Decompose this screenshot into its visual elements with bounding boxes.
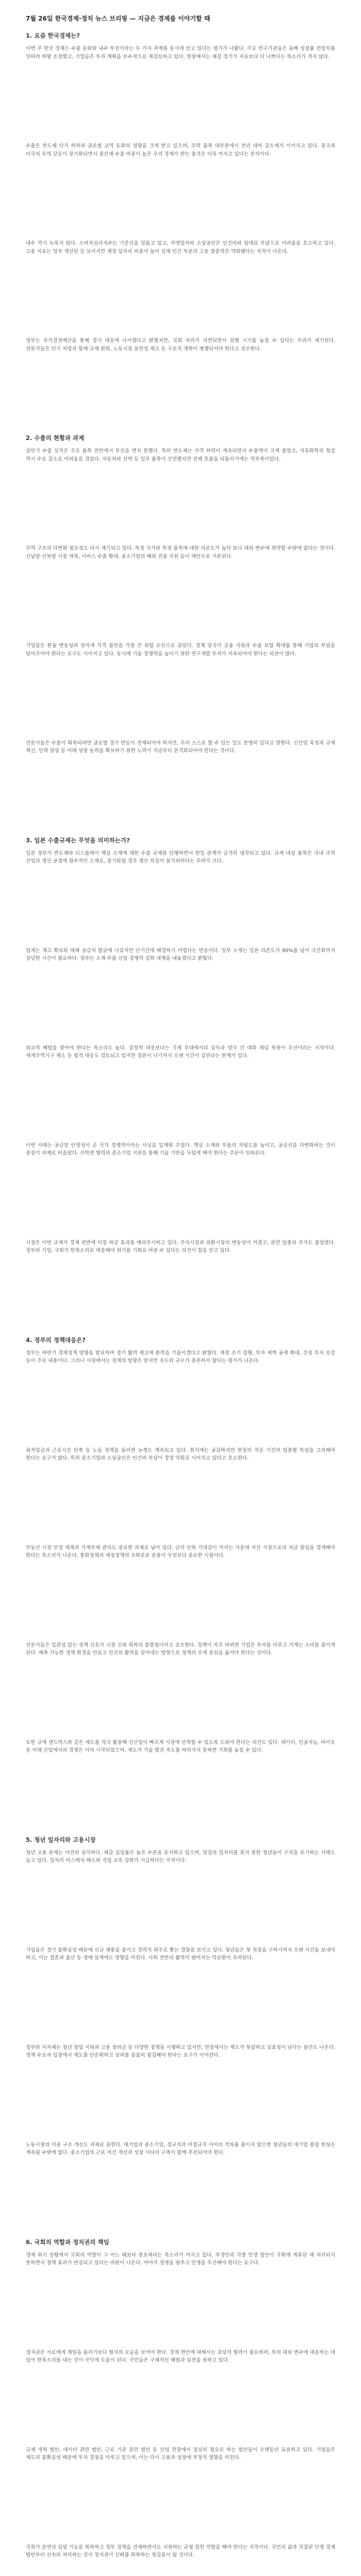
body-paragraph: 국회가 본연의 입법 기능을 회복하고 정부 정책을 견제하면서도 지원하는 균형 잡힌 역할을 해야 한다는 지적이다. 국민의 삶과 직결된 민생 경제 법안부터 신속히 처리하는 것이 정치권이 신뢰를 회복하는 첫걸음이 될 것이다. (26, 2544, 335, 2558)
section-title: 5. 청년 일자리와 고용시장 (26, 1836, 96, 1843)
body-paragraph: 정부와 지자체는 청년 창업 지원과 고용 장려금 등 다양한 정책을 시행하고 있지만, 현장에서는 제도가 복잡하고 실효성이 낮다는 불만도 나온다. 정책 수요자 입장에서 제도를 단순화하고 성과를 꼼꼼히 점검해야 한다는 요구가 이어진다. (26, 2044, 335, 2059)
body-paragraph: 업계는 재고 확보와 대체 공급처 발굴에 나섰지만 단기간에 해결하기 어렵다는 반응이다. 일부 소재는 일본 의존도가 90%를 넘어 국산화까지 상당한 시간이 필요하다. 정부는 소재·부품 산업 경쟁력 강화 대책을 내놓겠다고 밝혔다. (26, 947, 335, 962)
body-paragraph: 무역 구조의 다변화 필요성도 다시 제기되고 있다. 특정 국가와 특정 품목에 대한 의존도가 높다 보니 대외 변수에 취약할 수밖에 없다는 것이다. 신남방·신북방 시장 개척, 서비스 수출 확대, 중소기업의 해외 진출 지원 등이 대안으로 거론된다. (26, 545, 335, 560)
section-title: 3. 일본 수출규제는 무엇을 의미하는가? (26, 836, 130, 844)
body-paragraph: 전문가들은 수출이 회복되려면 글로벌 경기 반등이 전제되어야 하지만, 우리 스스로 할 수 있는 일도 분명히 있다고 말한다. 신산업 육성과 규제 혁신, 인력 양성 등 미래 성장 동력을 확보하기 위한 노력이 지금부터 본격화되어야 한다는 것이다. (26, 740, 335, 754)
section-title: 2. 수출의 현황과 과제 (26, 434, 85, 442)
body-paragraph: 부동산 시장 안정 대책과 가계부채 관리도 중요한 과제로 남아 있다. 금리 인하 기대감이 커지는 가운데 자산 시장으로의 자금 쏠림을 경계해야 한다는 목소리가 나온다. 통화정책과 재정정책의 조화로운 운용이 무엇보다 중요한 시점이다. (26, 1545, 335, 1559)
body-paragraph: 외교적 해법을 찾아야 한다는 목소리도 높다. 감정적 대응보다는 국제 무대에서의 설득과 양국 간 대화 채널 복원이 우선이라는 지적이다. 세계무역기구 제소 등 법적 대응도 검토되고 있지만 결론이 나기까지 오랜 시간이 걸린다는 한계가 있다. (26, 1045, 335, 1059)
body-paragraph: 전문가들은 일관성 있는 정책 신호가 시장 신뢰 회복의 출발점이라고 강조한다. 정책이 자주 바뀌면 기업은 투자를 미루고 가계는 소비를 줄이게 된다. 예측 가능한 정책 환경을 만들고 민간의 활력을 끌어내는 방향으로 정책의 무게 중심을 옮겨야 한다는 것이다. (26, 1642, 335, 1656)
body-paragraph: 시장은 이번 규제가 경제 전반에 미칠 파급 효과를 예의주시하고 있다. 주식시장과 외환시장의 변동성이 커졌고, 관련 업종의 주가도 출렁였다. 정부와 기업, 국회가 한목소리로 대응해야 위기를 기회로 바꿀 수 있다는 의견이 힘을 얻고 있다. (26, 1240, 335, 1254)
section-title: 1. 요즘 한국경제는? (26, 32, 80, 39)
document-headline: 7월 26일 한국경제·정치 뉴스 브리핑 — 지금은 경제를 이야기할 때 (26, 15, 210, 22)
section-title: 6. 국회의 역할과 정치권의 책임 (26, 2238, 109, 2246)
document-section (26, 1836, 335, 2157)
document-section (26, 32, 335, 353)
body-paragraph: 상반기 수출 실적은 주요 품목 전반에서 부진을 면치 못했다. 특히 반도체는 가격 하락이 계속되면서 수출액이 크게 줄었고, 석유화학과 철강 역시 수요 감소로 어려움을 겪었다. 자동차와 선박 등 일부 품목이 선전했지만 전체 흐름을 되돌리기에는 역부족이었다. (26, 448, 335, 462)
body-paragraph: 또한 규제 샌드박스와 같은 제도를 적극 활용해 신산업이 빠르게 시장에 안착할 수 있도록 도와야 한다는 의견도 있다. 데이터, 인공지능, 바이오 등 미래 산업에서의 경쟁은 이미 시작되었으며, 제도가 기술 발전 속도를 따라가지 못하면 기회를 놓칠 수 있다. (26, 1739, 335, 1754)
body-paragraph: 기업들은 경기 불확실성 때문에 신규 채용을 줄이고 경력직 위주로 뽑는 경향을 보이고 있다. 청년들은 첫 직장을 구하기까지 오랜 시간을 보내야 하고, 이는 결혼과 출산 등 생애 설계에도 영향을 미친다. 사회 전반의 활력이 떨어지는 악순환이 우려된다. (26, 1947, 335, 1961)
document-section (26, 1336, 335, 1755)
section-title: 4. 정부의 정책대응은? (26, 1336, 86, 1344)
body-paragraph: 수출은 반도체 단가 하락과 글로벌 교역 둔화의 영향을 크게 받고 있으며, 주력 품목 대부분에서 전년 대비 감소세가 이어지고 있다. 중국과 미국의 무역 갈등이 장기화되면서 중간재 수출 비중이 높은 우리 경제가 받는 충격은 더욱 커지고 있다는 분석이다. (26, 143, 335, 157)
body-paragraph: 청년 고용 문제는 여전히 심각하다. 체감 실업률은 높은 수준을 유지하고 있으며, 양질의 일자리를 찾지 못한 청년들이 구직을 포기하는 사례도 늘고 있다. 일자리 미스매치 해소와 직업 교육 강화가 시급하다는 지적이다. (26, 1850, 335, 1864)
body-paragraph: 규제 개혁 법안, 데이터 관련 법안, 근로 기준 관련 법안 등 산업 현장에서 절실히 필요로 하는 법안들이 오랫동안 표류하고 있다. 기업들은 제도의 불확실성 때문에 투자 결정을 미루고 있으며, 이는 다시 고용과 성장에 부정적 영향을 미친다. (26, 2447, 335, 2461)
document-section (26, 2239, 335, 2560)
body-paragraph: 정부는 하반기 경제정책 방향을 발표하며 경기 활력 제고에 총력을 기울이겠다고 밝혔다. 재정 조기 집행, 투자 세액 공제 확대, 건설 투자 보강 등이 주요 내용이다. 그러나 시장에서는 정책의 방향은 맞지만 속도와 규모가 충분하지 않다는 평가가 나온다. (26, 1350, 335, 1364)
body-paragraph: 이번 주 한국 경제는 수출 둔화와 내수 부진이라는 두 가지 과제를 동시에 안고 있다는 평가가 나왔다. 주요 연구기관들은 올해 성장률 전망치를 잇따라 하향 조정했고, 기업들은 투자 계획을 보수적으로 재검토하고 있다. 현장에서는 체감 경기가 지표보다 더 나쁘다는 목소리가 적지 않다. (26, 46, 335, 60)
document-section (26, 837, 335, 1255)
body-paragraph: 일본 정부가 반도체와 디스플레이 핵심 소재에 대한 수출 규제를 단행하면서 한일 관계가 급격히 냉각되고 있다. 규제 대상 품목은 국내 주력 산업의 생산 공정에 필수적인 소재로, 장기화될 경우 생산 차질이 불가피하다는 우려가 크다. (26, 850, 335, 865)
document-sections (26, 32, 335, 2576)
body-paragraph: 정부는 추가경정예산을 통해 경기 대응에 나서겠다고 밝혔지만, 국회 처리가 지연되면서 집행 시기를 놓칠 수 있다는 우려가 제기된다. 전문가들은 단기 처방과 함께 규제 완화, 노동시장 유연성 제고 등 구조적 개혁이 병행되어야 한다고 강조한다. (26, 337, 335, 352)
body-paragraph: 경제 위기 상황에서 국회의 역할이 그 어느 때보다 중요하다는 목소리가 커지고 있다. 추경안과 각종 민생 법안이 국회에 계류된 채 처리되지 못하면서 정책 효과가 반감되고 있다는 비판이 나온다. 여야가 정쟁을 멈추고 민생을 우선해야 한다는 요구다. (26, 2252, 335, 2266)
document-section (26, 434, 335, 755)
body-paragraph: 정치권은 서로에게 책임을 돌리기보다 협치의 모습을 보여야 한다. 경제 현안에 대해서는 초당적 협력이 필요하며, 특히 대외 변수에 대응하는 데 있어 한목소리를 내는 것이 국익에 도움이 된다. 국민들은 구체적인 해법과 실천을 원하고 있다. (26, 2349, 335, 2364)
body-paragraph: 기업들은 환율 변동성과 원자재 가격 불안을 가장 큰 위험 요인으로 꼽았다. 정책 당국이 금융 지원과 수출 보험 확대를 통해 기업의 부담을 덜어주어야 한다는 요구도 이어지고 있다. 동시에 기술 경쟁력을 높이기 위한 연구개발 투자가 지속되어야 한다는 의견이 많다. (26, 642, 335, 657)
body-paragraph: 내수 역시 녹록지 않다. 소비자심리지수는 기준선을 밑돌고 있고, 자영업자와 소상공인은 인건비와 임대료 부담으로 어려움을 호소하고 있다. 고용 지표는 일부 개선된 듯 보이지만 재정 일자리 비중이 높아 실제 민간 부문의 고용 창출력은 약화됐다는 지적이 나온다. (26, 240, 335, 255)
document-body (26, 14, 335, 2576)
body-paragraph: 최저임금과 근로시간 단축 등 노동 정책을 둘러싼 논쟁도 계속되고 있다. 취지에는 공감하지만 현장의 적응 기간과 업종별 특성을 고려해야 한다는 요구가 많다. 특히 중소기업과 소상공인은 인건비 부담이 경영 악화로 이어지고 있다고 호소한다. (26, 1447, 335, 1462)
body-paragraph: 노동시장의 이중 구조 개선도 과제로 꼽힌다. 대기업과 중소기업, 정규직과 비정규직 사이의 격차를 줄이지 않으면 청년들의 대기업 쏠림 현상은 계속될 수밖에 없다. 중소기업의 근로 여건 개선과 성장 사다리 구축이 함께 추진되어야 한다. (26, 2142, 335, 2156)
body-paragraph: 이번 사태는 공급망 안정성이 곧 국가 경쟁력이라는 사실을 일깨워 주었다. 핵심 소재와 부품의 자립도를 높이고, 공급선을 다변화하는 것이 중장기 과제로 떠올랐다. 산학연 협력과 중소기업 지원을 통해 기술 기반을 두텁게 해야 한다는 주문이 잇따른다. (26, 1142, 335, 1157)
